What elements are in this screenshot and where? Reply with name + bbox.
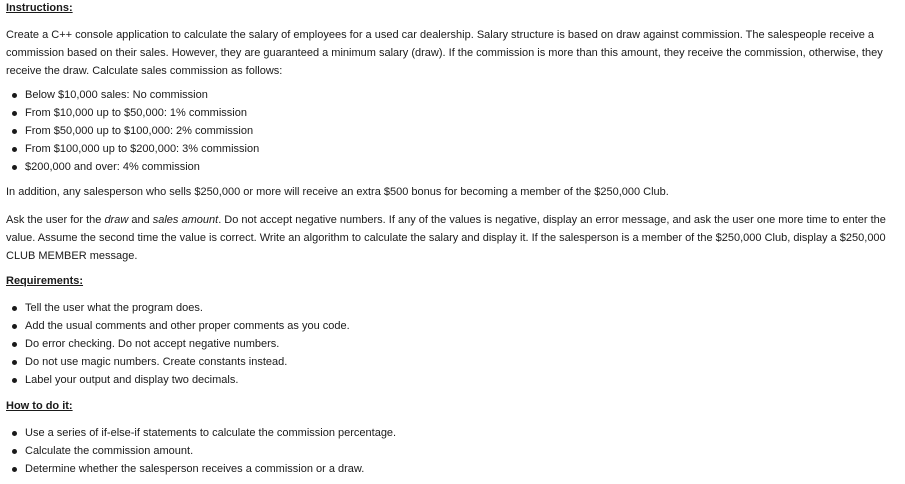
ask-rest-text: . Do not accept negative numbers. If any of the values is negative, display an error message, and ask the user one more time to enter the value. Assume the second time the value is correct. Write an algorithm to calculate the salary and display it. If the salesperson is a member of the $250,000 Club, display a $250,000 CLUB MEMBER message. bbox=[6, 214, 886, 262]
how-to-list bbox=[6, 424, 899, 478]
how-to-item: Determine whether the salesperson receives a commission or a draw. bbox=[25, 460, 899, 478]
commission-tier-item: Below $10,000 sales: No commission bbox=[25, 86, 899, 104]
requirement-item: Do error checking. Do not accept negative numbers. bbox=[25, 335, 899, 353]
how-to-item: Use a series of if-else-if statements to calculate the commission percentage. bbox=[25, 424, 899, 442]
instructions-intro: Create a C++ console application to calculate the salary of employees for a used car dealership. Salary structure is based on draw against commission. The salespeople receive a commission based on their sales. However, they are guaranteed a minimum salary (draw). If the commission is more than this amount, they receive the commission, otherwise, they receive the draw. Calculate sales commission as follows: bbox=[6, 29, 883, 77]
commission-tier-item: From $50,000 up to $100,000: 2% commission bbox=[25, 122, 899, 140]
requirement-item: Do not use magic numbers. Create constants instead. bbox=[25, 353, 899, 371]
ask-sales-text: sales amount bbox=[152, 214, 219, 226]
ask-prefix-text: Ask the user for the bbox=[6, 214, 105, 226]
ask-draw-text: draw bbox=[104, 214, 129, 226]
ask-user-paragraph bbox=[6, 211, 899, 265]
requirements-heading: Requirements: bbox=[6, 275, 84, 287]
commission-tier-item: From $10,000 up to $50,000: 1% commission bbox=[25, 104, 899, 122]
commission-tier-item: $200,000 and over: 4% commission bbox=[25, 158, 899, 176]
how-to-item: Calculate the commission amount. bbox=[25, 442, 899, 460]
requirement-item: Label your output and display two decimals. bbox=[25, 371, 899, 389]
ask-and-text: and bbox=[128, 214, 153, 226]
commission-tier-item: From $100,000 up to $200,000: 3% commission bbox=[25, 140, 899, 158]
requirements-list bbox=[6, 299, 899, 389]
requirement-item: Add the usual comments and other proper comments as you code. bbox=[25, 317, 899, 335]
requirement-item: Tell the user what the program does. bbox=[25, 299, 899, 317]
how-to-heading: How to do it: bbox=[6, 400, 73, 412]
instructions-heading: Instructions: bbox=[6, 2, 73, 14]
bonus-paragraph: In addition, any salesperson who sells $250,000 or more will receive an extra $500 bonus for becoming a member of the $250,000 Club. bbox=[6, 186, 669, 198]
commission-tier-list bbox=[6, 86, 899, 176]
